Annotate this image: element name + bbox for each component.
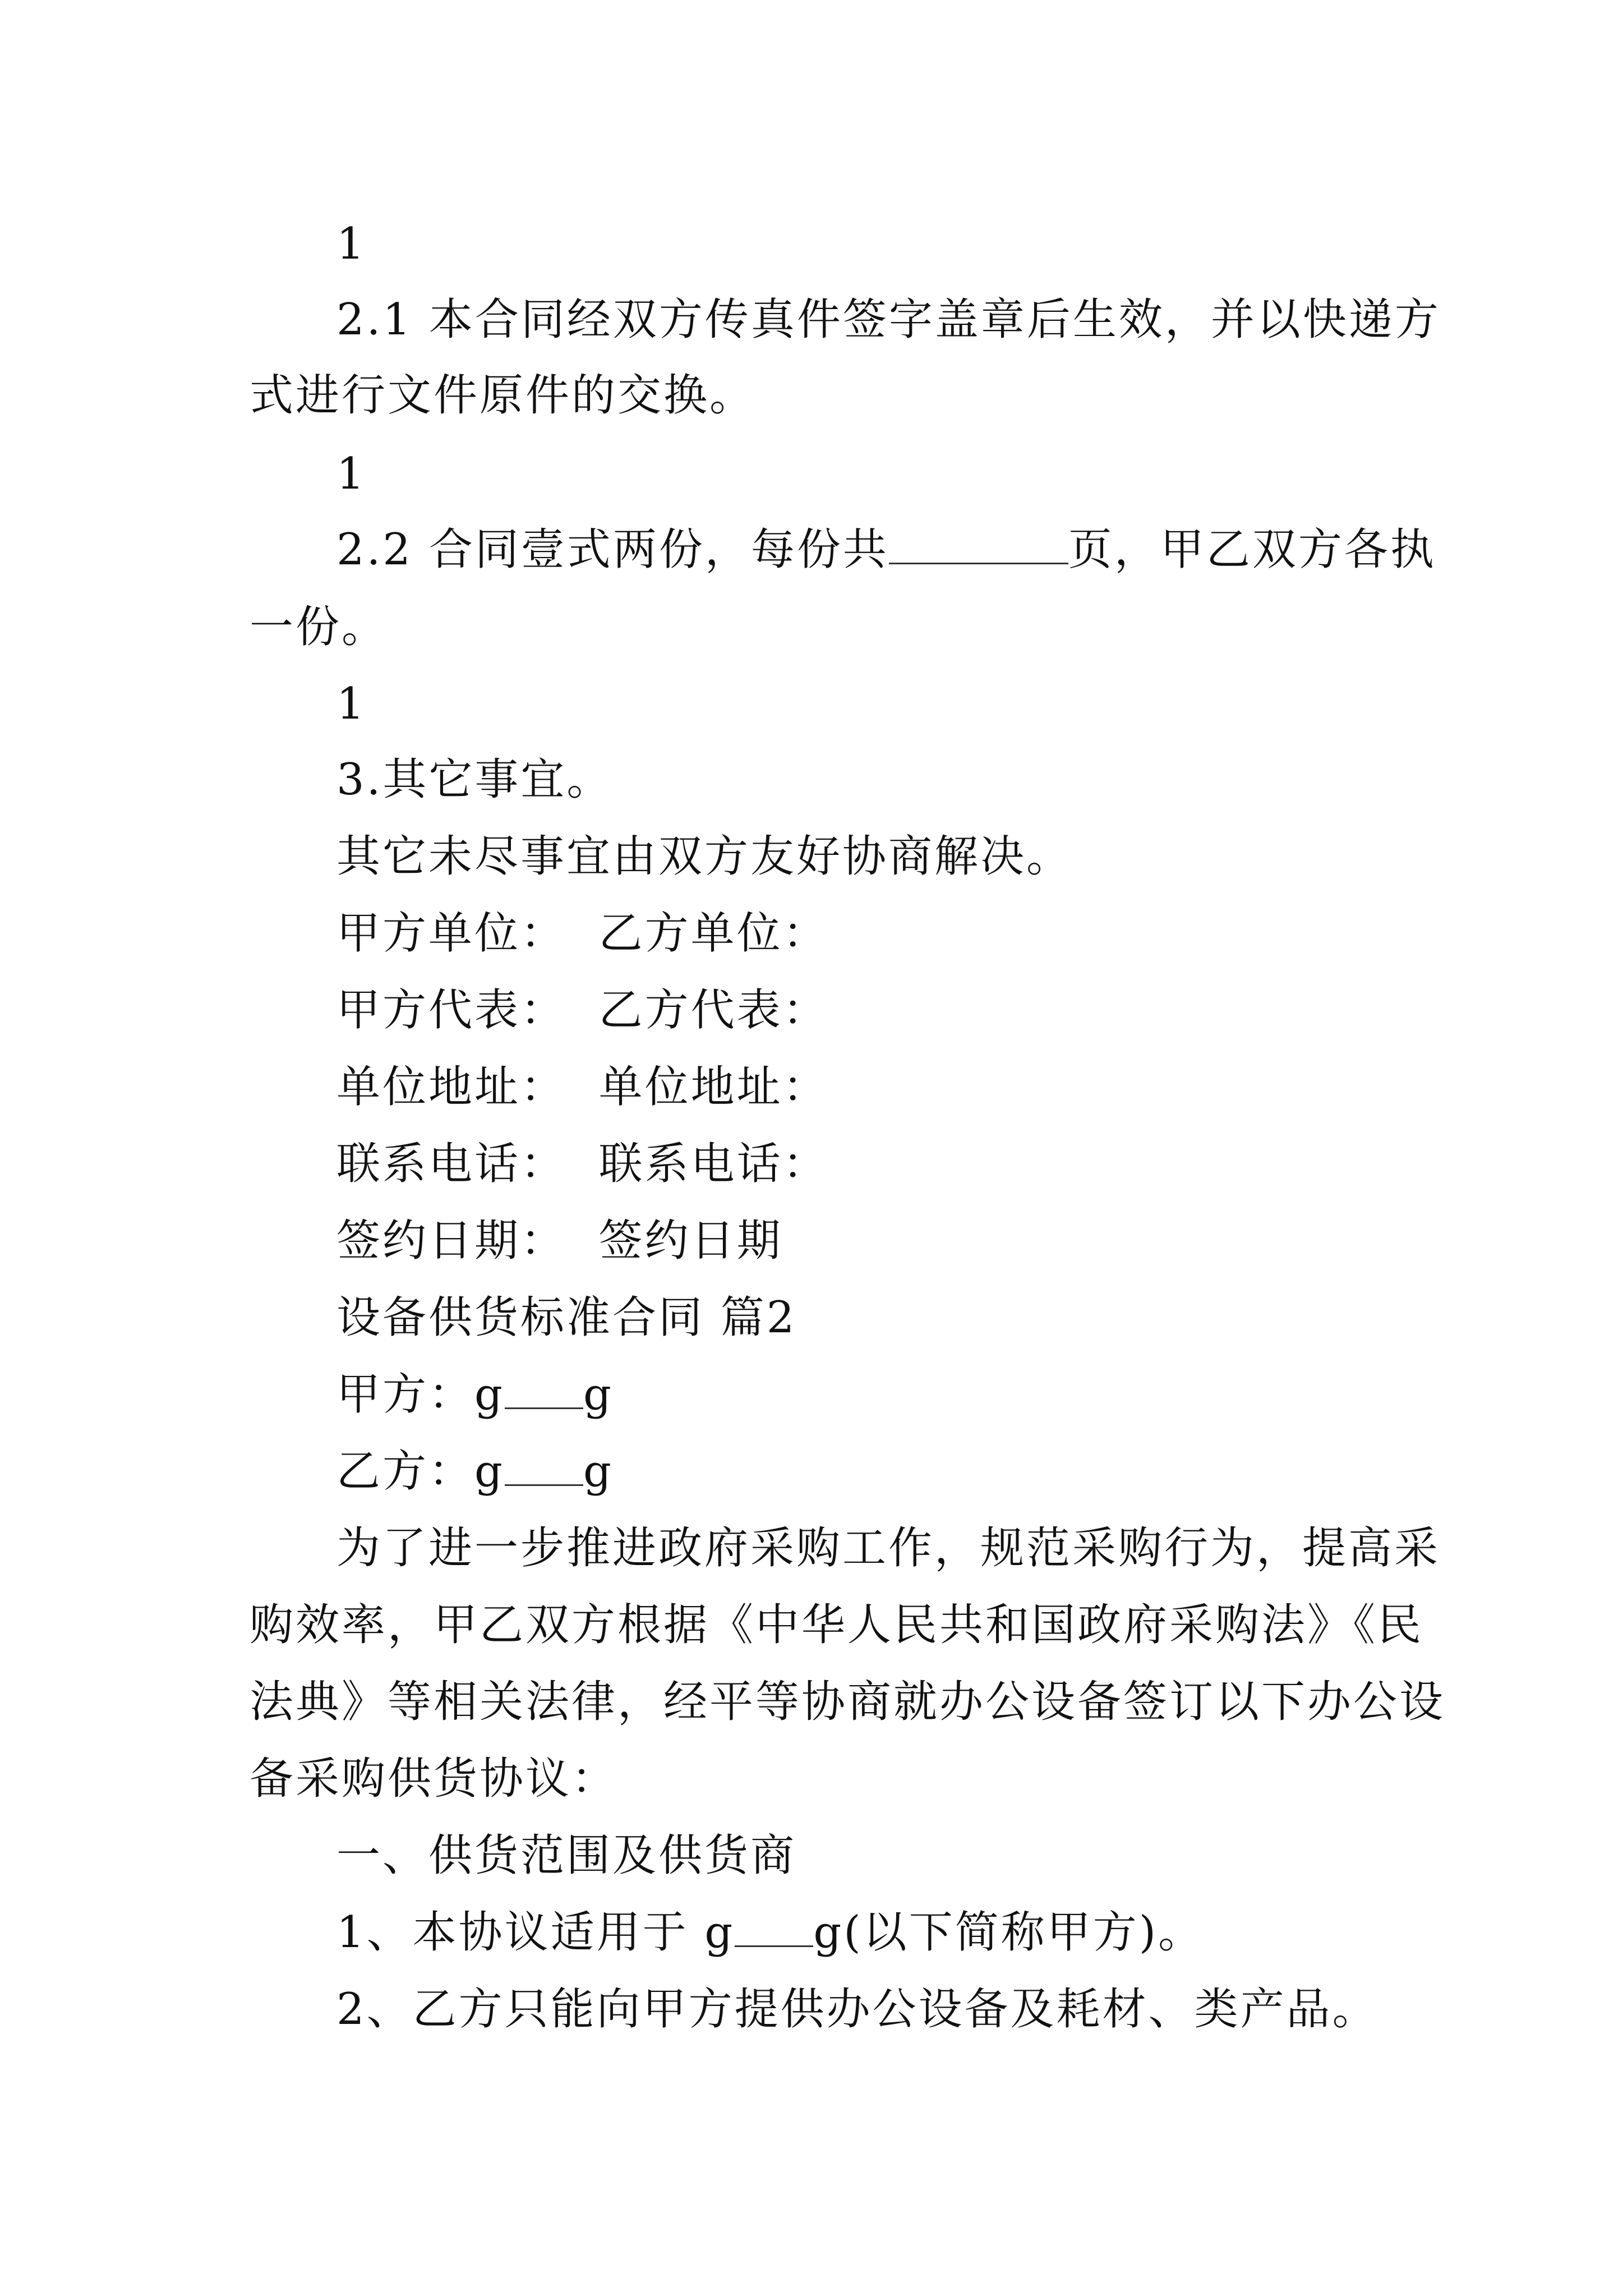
party-a-line bbox=[336, 1366, 614, 1423]
intro-text-a: 为了进一步推进政府采购工作，规范采购行为，提高采 bbox=[336, 1523, 1441, 1573]
signature-phone-text: 联系电话： 联系电话： bbox=[336, 1139, 829, 1189]
item-2-text: 2、乙方只能向甲方提供办公设备及耗材、类产品。 bbox=[336, 1984, 1378, 2035]
clause-2-2-line-1 bbox=[336, 522, 1436, 578]
signature-phone-row bbox=[336, 1136, 829, 1192]
page-marker-text: 1 bbox=[336, 449, 367, 499]
party-b-line bbox=[336, 1443, 614, 1499]
item-1 bbox=[336, 1904, 1204, 1961]
clause-2-2-line-2 bbox=[250, 599, 388, 655]
page-marker-text: 1 bbox=[336, 219, 367, 269]
clause-3-heading bbox=[336, 752, 612, 808]
party-a-blank bbox=[505, 1373, 583, 1409]
party-b-blank bbox=[505, 1450, 583, 1486]
clause-2-1-line-1 bbox=[336, 292, 1441, 348]
section-title-text: 设备供货标准合同 篇2 bbox=[336, 1292, 797, 1343]
page-marker bbox=[336, 216, 367, 272]
party-b-label: 乙方：g bbox=[336, 1446, 505, 1497]
section-1-heading bbox=[336, 1828, 796, 1884]
item-1-text-pre: 1、本协议适用于 g bbox=[336, 1907, 735, 1958]
signature-address-row bbox=[336, 1059, 829, 1115]
signature-date-row bbox=[336, 1213, 783, 1269]
item-2 bbox=[336, 1981, 1378, 2037]
signature-date-text: 签约日期： 签约日期 bbox=[336, 1216, 783, 1266]
clause-2-2-text-pre: 2.2 合同壹式两份，每份共 bbox=[336, 524, 889, 575]
signature-representative-text: 甲方代表： 乙方代表： bbox=[336, 985, 829, 1036]
signature-unit-row bbox=[336, 905, 829, 961]
intro-text-b: 购效率，甲乙双方根据《中华人民共和国政府采购法》《民 bbox=[250, 1600, 1424, 1650]
item-1-text-post: g(以下简称甲方)。 bbox=[813, 1907, 1205, 1958]
section-title bbox=[336, 1290, 796, 1346]
signature-address-text: 单位地址： 单位地址： bbox=[336, 1062, 829, 1112]
intro-text-c: 法典》等相关法律，经平等协商就办公设备签订以下办公设 bbox=[250, 1677, 1446, 1727]
clause-3-heading-text: 3.其它事宜。 bbox=[336, 754, 613, 805]
party-b-tail: g bbox=[583, 1446, 614, 1497]
clause-2-1-text-b: 式进行文件原件的交换。 bbox=[250, 370, 756, 421]
page-marker-text: 1 bbox=[336, 679, 367, 729]
clause-2-2-text-post: 页，甲乙双方各执 bbox=[1068, 524, 1436, 575]
intro-line-1 bbox=[336, 1520, 1440, 1576]
page-marker bbox=[336, 446, 367, 502]
section-1-heading-text: 一、供货范围及供货商 bbox=[336, 1830, 797, 1881]
signature-representative-row bbox=[336, 982, 829, 1038]
item-1-blank bbox=[735, 1911, 813, 1947]
party-a-label: 甲方：g bbox=[336, 1369, 505, 1420]
clause-2-1-line-2 bbox=[250, 367, 755, 424]
intro-line-2 bbox=[250, 1597, 1423, 1653]
clause-3-body bbox=[336, 829, 1072, 885]
clause-2-1-text-a: 2.1 本合同经双方传真件签字盖章后生效，并以快递方 bbox=[336, 295, 1441, 345]
clause-3-body-text: 其它未尽事宜由双方友好协商解决。 bbox=[336, 831, 1073, 882]
intro-line-4 bbox=[250, 1751, 617, 1807]
page-count-blank bbox=[889, 528, 1068, 564]
intro-text-d: 备采购供货协议： bbox=[250, 1754, 618, 1804]
party-a-tail: g bbox=[583, 1369, 614, 1420]
page-marker bbox=[336, 676, 367, 732]
signature-unit-text: 甲方单位： 乙方单位： bbox=[336, 908, 829, 959]
intro-line-3 bbox=[250, 1674, 1445, 1730]
clause-2-2-text-b: 一份。 bbox=[250, 602, 388, 652]
